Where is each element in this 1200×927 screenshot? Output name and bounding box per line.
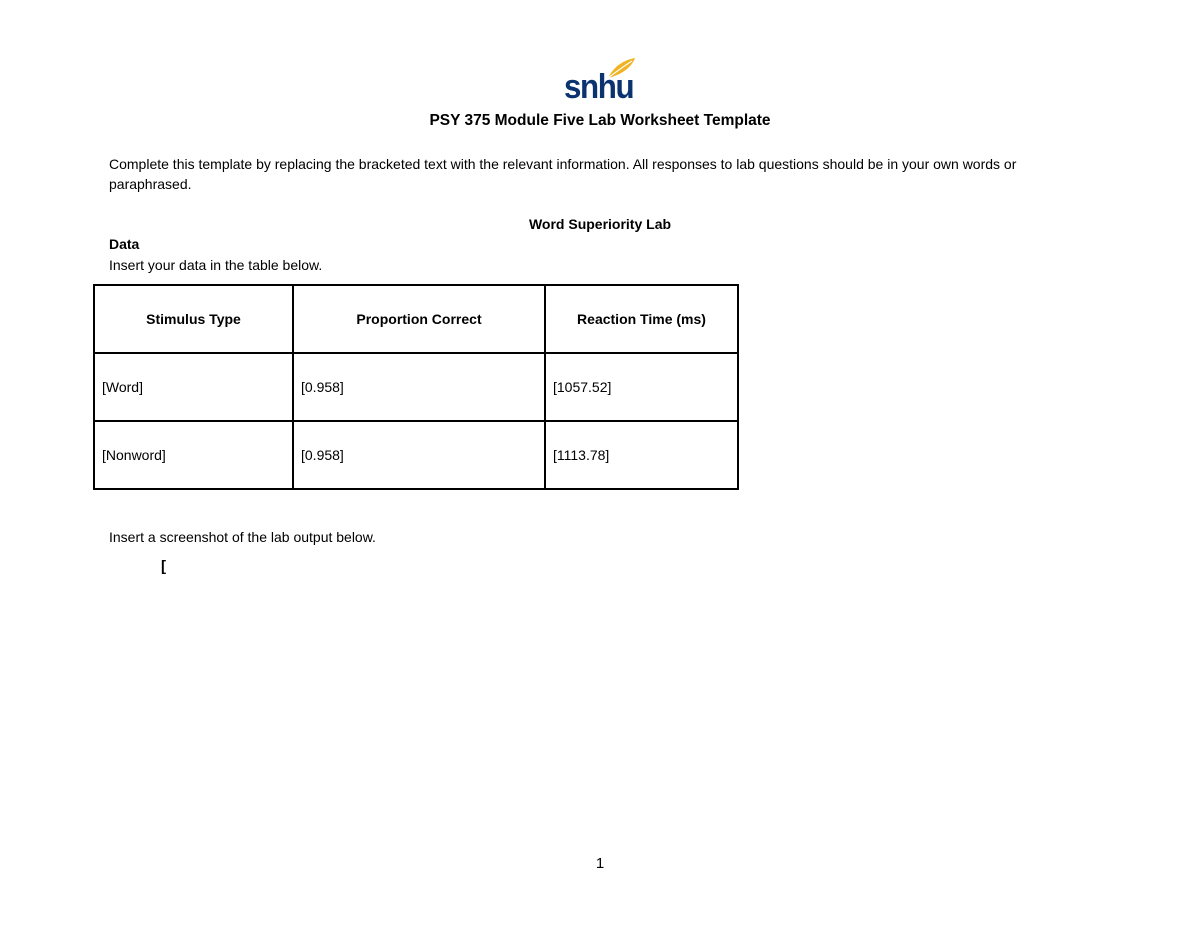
document-title: PSY 375 Module Five Lab Worksheet Template [429,112,771,129]
table-intro-text: Insert your data in the table below. [109,257,323,273]
header-stimulus-type: Stimulus Type [94,285,293,353]
table-cell[interactable]: [1057.52] [545,353,738,421]
snhu-logo [560,56,640,108]
screenshot-placeholder[interactable]: [ [161,558,166,575]
table-cell[interactable]: [0.958] [293,421,545,489]
header-reaction-time: Reaction Time (ms) [545,285,738,353]
table-row [94,421,738,489]
table-header-row [94,285,738,353]
header-proportion-correct: Proportion Correct [293,285,545,353]
instructions-text: Complete this template by replacing the bracketed text with the relevant information. All responses to lab questions should be in your own words or paraphrased. [109,156,1017,192]
data-table [93,284,739,490]
logo-wordmark: snhu [564,68,634,106]
table-row [94,353,738,421]
screenshot-intro-text: Insert a screenshot of the lab output below. [109,529,376,545]
page-number: 1 [595,855,605,872]
table-cell[interactable]: [0.958] [293,353,545,421]
table-cell[interactable]: [1113.78] [545,421,738,489]
table-cell[interactable]: [Word] [94,353,293,421]
lab-heading: Word Superiority Lab [528,216,672,232]
data-section-heading: Data [109,236,140,252]
table-cell[interactable]: [Nonword] [94,421,293,489]
